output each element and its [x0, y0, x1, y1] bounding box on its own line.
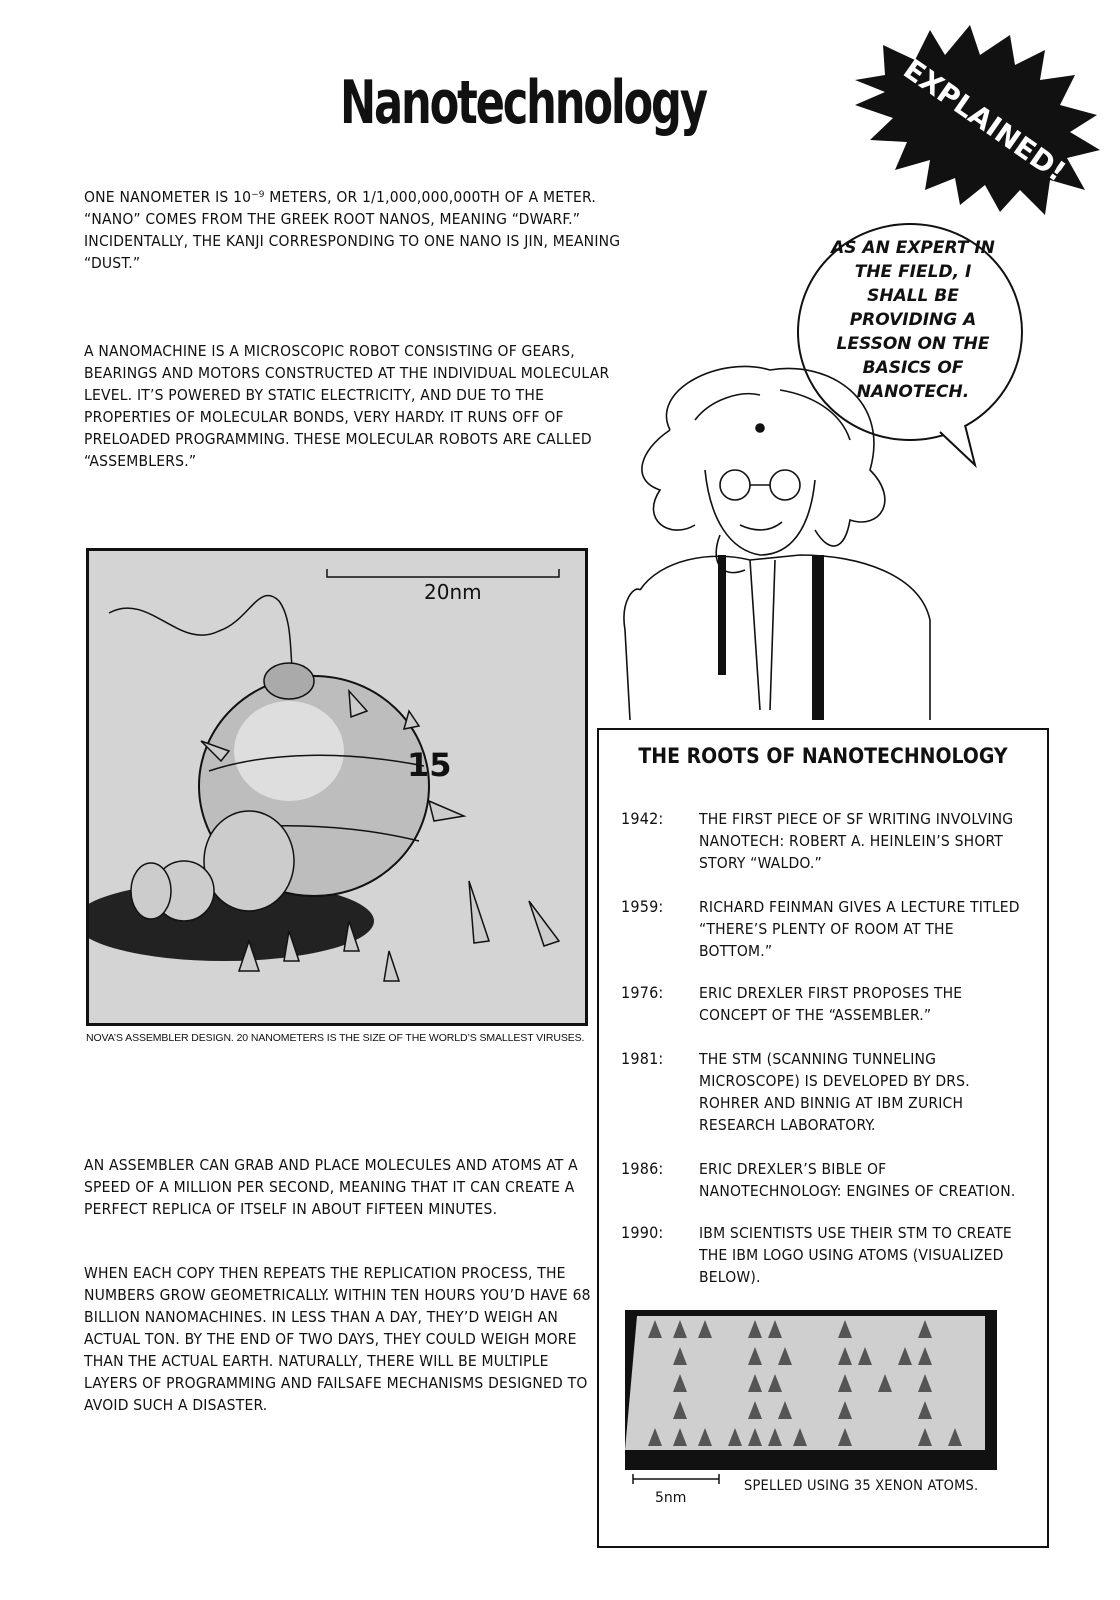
- scale-label-5nm: 5nm: [655, 1490, 687, 1506]
- scale-label-20nm: 20nm: [424, 580, 482, 604]
- xenon-caption: SPELLED USING 35 XENON ATOMS.: [744, 1478, 979, 1494]
- paragraph-nanometer: ONE NANOMETER IS 10⁻⁹ METERS, OR 1/1,000,000,000TH OF A METER. “NANO” COMES FROM THE GREEK ROOT NANOS, MEANING “DWARF.” INCIDENTALLY, THE KANJI CORRESPONDING TO ONE NANO IS JIN, MEANING “DUST.”: [84, 188, 621, 272]
- timeline-text: IBM SCIENTISTS USE THEIR STM TO CREATE THE IBM LOGO USING ATOMS (VISUALIZED BELOW).: [699, 1224, 1012, 1286]
- explained-badge-text: EXPLAINED!: [897, 52, 1072, 189]
- timeline-year: 1942:: [621, 809, 664, 828]
- roots-title: THE ROOTS OF NANOTECHNOLOGY: [638, 744, 1008, 768]
- timeline-text: THE FIRST PIECE OF SF WRITING INVOLVING NANOTECH: ROBERT A. HEINLEIN’S SHORT STORY “WALDO.”: [699, 810, 1014, 872]
- assembler-illustration: [89, 551, 585, 1023]
- paragraph-nanomachine: A NANOMACHINE IS A MICROSCOPIC ROBOT CONSISTING OF GEARS, BEARINGS AND MOTORS CONSTRUCTED AT THE INDIVIDUAL MOLECULAR LEVEL. IT’S POWERED BY STATIC ELECTRICITY, AND DUE TO THE PROPERTIES OF MOLECULAR BONDS, VERY HARDY. IT RUNS OFF OF PRELOADED PROGRAMMING. THESE MOLECULAR ROBOTS ARE CALLED “ASSEMBLERS.”: [84, 342, 610, 470]
- paragraph-replication: WHEN EACH COPY THEN REPEATS THE REPLICATION PROCESS, THE NUMBERS GROW GEOMETRICALLY. WITHIN TEN HOURS YOU’D HAVE 68 BILLION NANOMACHINES. IN LESS THAN A DAY, THEY’D WEIGH AN ACTUAL TON. BY THE END OF TWO DAYS, THEY COULD WEIGH MORE THAN THE ACTUAL EARTH. NATURALLY, THERE WILL BE MULTIPLE LAYERS OF PROGRAMMING AND FAILSAFE MECHANISMS DESIGNED TO AVOID SUCH A DISASTER.: [84, 1264, 591, 1414]
- professor-illustration: [600, 360, 950, 730]
- scale-bar-20nm: [327, 569, 559, 577]
- xenon-atoms-illustration: [625, 1310, 997, 1470]
- timeline-year: 1959:: [621, 897, 664, 916]
- speech-bubble-text: AS AN EXPERT IN THE FIELD, I SHALL BE PROVIDING A LESSON ON THE BASICS OF NANOTECH.: [831, 238, 995, 402]
- paragraph-assembler-speed: AN ASSEMBLER CAN GRAB AND PLACE MOLECULES AND ATOMS AT A SPEED OF A MILLION PER SECOND, MEANING THAT IT CAN CREATE A PERFECT REPLICA OF ITSELF IN ABOUT FIFTEEN MINUTES.: [84, 1156, 578, 1218]
- timeline-year: 1976:: [621, 983, 664, 1002]
- scale-bar-5nm: [629, 1470, 729, 1510]
- timeline-text: RICHARD FEINMAN GIVES A LECTURE TITLED “THERE’S PLENTY OF ROOM AT THE BOTTOM.”: [699, 898, 1020, 960]
- timeline-text: ERIC DREXLER’S BIBLE OF NANOTECHNOLOGY: ENGINES OF CREATION.: [699, 1160, 1016, 1200]
- timeline-year: 1981:: [621, 1049, 664, 1068]
- assembler-figure: [86, 548, 588, 1026]
- page-title: Nanotechnology: [340, 68, 706, 138]
- timeline-text: ERIC DREXLER FIRST PROPOSES THE CONCEPT OF THE “ASSEMBLER.”: [699, 984, 963, 1024]
- timeline-year: 1986:: [621, 1159, 664, 1178]
- explained-badge: [835, 20, 1115, 220]
- robot-number: 15: [407, 746, 452, 784]
- roots-panel: [597, 728, 1049, 1548]
- timeline-year: 1990:: [621, 1223, 664, 1242]
- timeline-text: THE STM (SCANNING TUNNELING MICROSCOPE) IS DEVELOPED BY DRS. ROHRER AND BINNIG AT IBM ZURICH RESEARCH LABORATORY.: [699, 1050, 970, 1134]
- figure-caption: NOVA’S ASSEMBLER DESIGN. 20 NANOMETERS IS THE SIZE OF THE WORLD’S SMALLEST VIRUSES.: [86, 1032, 585, 1044]
